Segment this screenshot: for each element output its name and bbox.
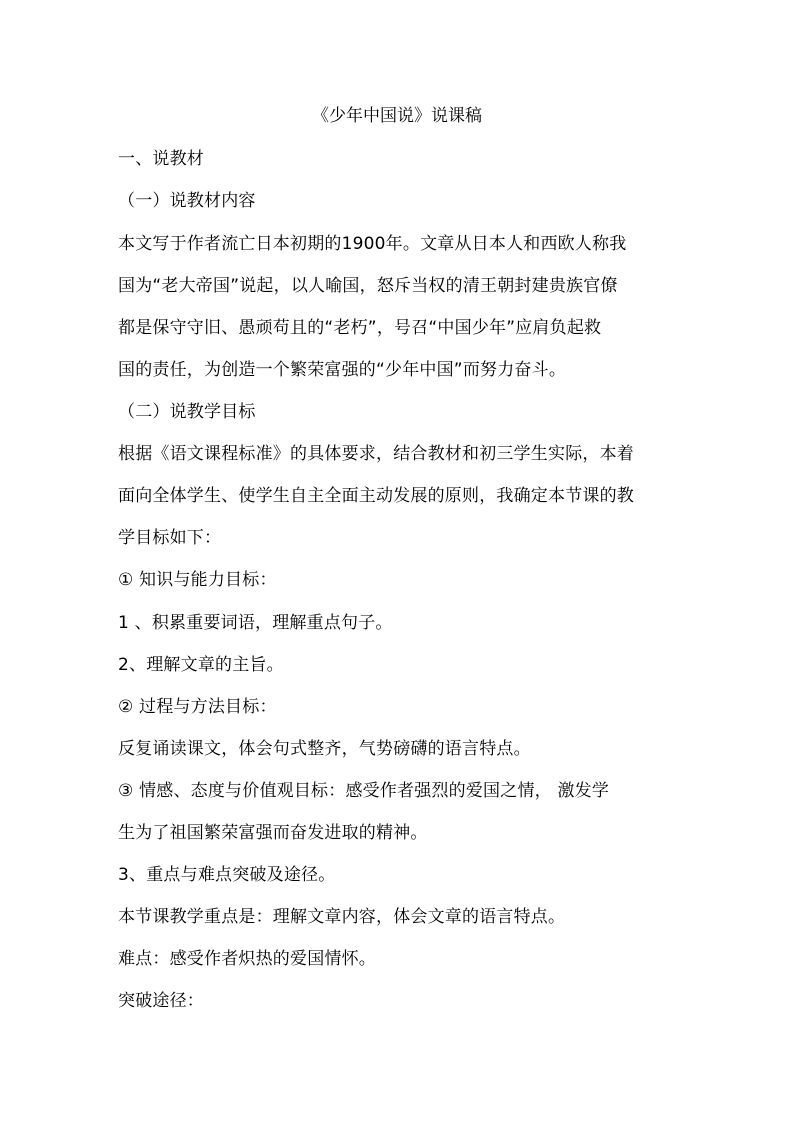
goal-item: 1 、积累重要词语，理解重点句子。	[118, 613, 393, 633]
paragraph-line: 难点：感受作者炽热的爱国情怀。	[118, 949, 376, 969]
document-title: 《少年中国说》说课稿	[312, 106, 482, 126]
paragraph-line: 本节课教学重点是：理解文章内容，体会文章的语言特点。	[118, 907, 566, 927]
paragraph-line: 面向全体学生、使学生自主全面主动发展的原则，我确定本节课的教	[118, 486, 634, 506]
paragraph-line: 本文写于作者流亡日本初期的1900年。文章从日本人和西欧人称我	[118, 234, 627, 254]
paragraph-line: 学目标如下：	[118, 528, 222, 548]
goal-knowledge-ability: ① 知识与能力目标：	[118, 570, 277, 590]
subheading-material-content: （一）说教材内容	[118, 191, 256, 211]
goal-process-method: ② 过程与方法目标：	[118, 697, 277, 717]
paragraph-line: 国为“老大帝国”说起，以人喻国，怒斥当权的清王朝封建贵族官僚	[118, 276, 618, 296]
paragraph-line: 反复诵读课文，体会句式整齐，气势磅礴的语言特点。	[118, 739, 531, 759]
paragraph-line: 生为了祖国繁荣富强而奋发进取的精神。	[118, 823, 428, 843]
paragraph-line: 根据《语文课程标准》的具体要求，结合教材和初三学生实际，本着	[118, 444, 634, 464]
heading-key-difficult-points: 3、重点与难点突破及途径。	[118, 865, 336, 885]
paragraph-line: 突破途径：	[118, 991, 204, 1011]
goal-item: 2、理解文章的主旨。	[118, 655, 284, 675]
heading-teaching-material: 一、说教材	[118, 149, 204, 169]
paragraph-line: 国的责任，为创造一个繁荣富强的“少年中国”而努力奋斗。	[118, 360, 567, 380]
goal-emotion-attitude: ③ 情感、态度与价值观目标：感受作者强烈的爱国之情， 激发学	[118, 781, 610, 801]
paragraph-line: 都是保守守旧、愚顽苟且的“老朽”，号召“中国少年”应肩负起救	[118, 318, 602, 338]
subheading-teaching-goals: （二）说教学目标	[118, 402, 256, 422]
